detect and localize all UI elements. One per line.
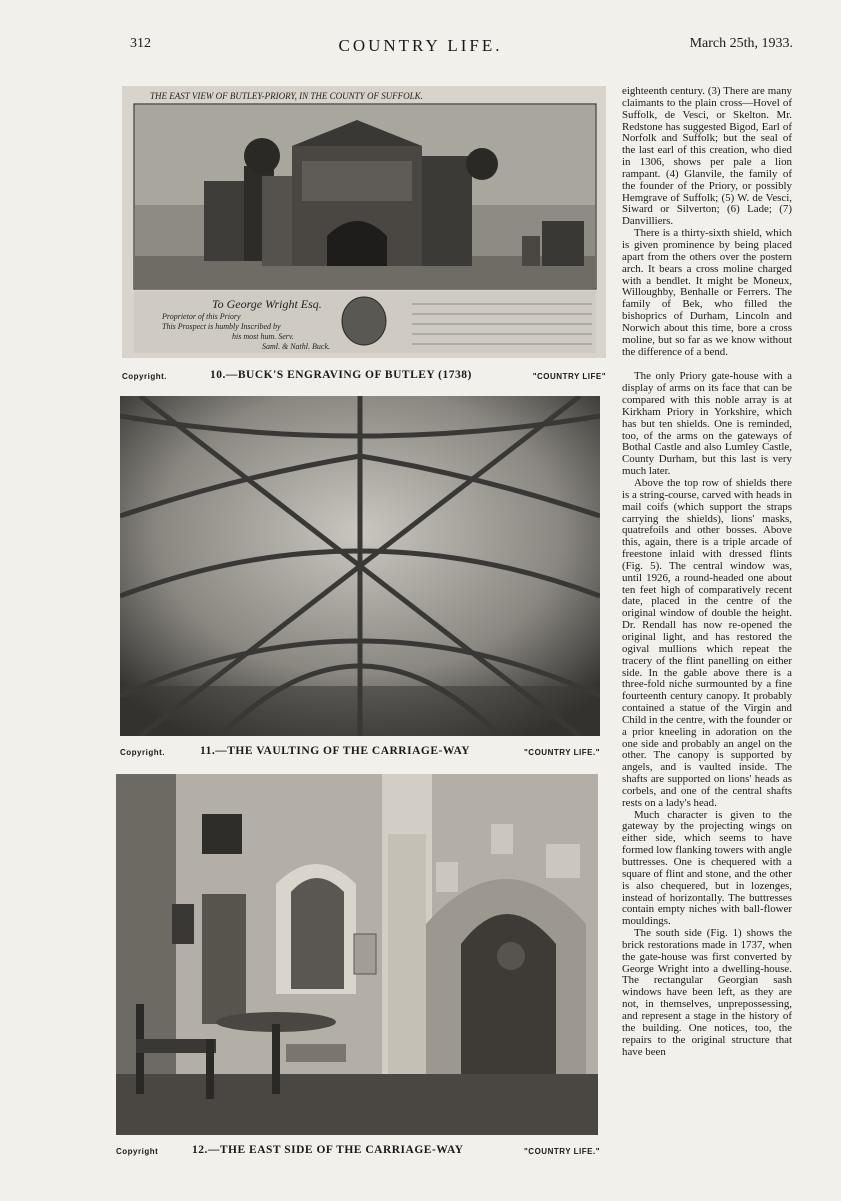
magazine-title: COUNTRY LIFE. — [338, 36, 503, 55]
source-credit: "COUNTRY LIFE." — [524, 1147, 600, 1156]
caption-text: 11.—THE VAULTING OF THE CARRIAGE-WAY — [200, 745, 471, 757]
article-paragraph: eighteenth century. (3) There are many claimants to the plain cross—Hovel of Suffolk, de Vesci, or Skelton. Mr. Redstone has suggested Bigod, Earl of Norfolk and Suffolk; but the seal of the last earl of this creation, who died in 1306, shows per pale a lion rampant. (4) Glanvile, the family of the founder of the Priory, or possibly Hemgrave of Suffolk; (5) W. de Vesci, Siward or Silverton; (6) Lade; (7) Danvilliers. — [622, 85, 792, 228]
copyright-credit: Copyright. — [122, 372, 167, 381]
copyright-credit: Copyright — [116, 1147, 159, 1156]
engraving-image — [122, 86, 606, 358]
caption-text: 10.—BUCK'S ENGRAVING OF BUTLEY (1738) — [210, 369, 472, 381]
source-credit: "COUNTRY LIFE" — [532, 372, 606, 381]
article-paragraph: The south side (Fig. 1) shows the brick restorations made in 1737, when the gate-house was first converted by George Wright into a dwelling-house. The rectangular Georgian sash windows have been left, as they are not, in themselves, unprepossessing, and represent a stage in the history of the building. One notices, too, the repairs to the original structure that have been — [622, 927, 792, 1058]
dedication-line: Saml. & Nathl. Buck. — [262, 342, 330, 351]
dedication-line: To George Wright Esq. — [212, 297, 322, 311]
article-paragraph: The only Priory gate-house with a display of arms on its face that can be compared with this noble array is at Kirkham Priory in Yorkshire, which has but ten shields. One is reminded, too, of the arms on the gateways of Bothal Castle and also Lumley Castle, County Durham, but this last is very much later. — [622, 370, 792, 478]
caption-text: 12.—THE EAST SIDE OF THE CARRIAGE-WAY — [192, 1144, 464, 1156]
engraving-title: THE EAST VIEW OF BUTLEY-PRIORY, IN THE COUNTY OF SUFFOLK. — [150, 91, 423, 101]
vaulting-photo — [120, 396, 600, 736]
copyright-credit: Copyright. — [120, 748, 165, 757]
figure-caption — [122, 369, 606, 383]
dedication-line: Proprietor of this Priory — [162, 312, 241, 321]
page-number: 312 — [130, 36, 151, 51]
dedication-line: This Prospect is humbly Inscribed by — [162, 322, 281, 331]
dedication-line: his most hum. Serv. — [232, 332, 294, 341]
article-paragraph: Much character is given to the gateway by the projecting wings on either side, which seems to have formed low flanking towers with angle buttresses. One is chequered with a square of flint and stone, and the other is also chequered, but in lozenges, instead of horizontally. The buttresses contain empty niches with ball-flower mouldings. — [622, 808, 792, 928]
article-text-column — [622, 86, 792, 1058]
figure-caption — [120, 745, 600, 759]
east-side-photo — [116, 774, 598, 1135]
source-credit: "COUNTRY LIFE." — [524, 748, 600, 757]
article-paragraph: There is a thirty-sixth shield, which is given prominence by being placed apart from the others over the postern arch. It bears a cross moline charged with a bendlet. It might be Moneux, Willoughby, Benhalle or Ferrers. The family of Bek, who filled the bishoprics of Durham, Lincoln and Norwich about this time, bore a cross moline, but so far as we know without the difference of a bend. — [622, 227, 792, 358]
figure-caption — [116, 1144, 600, 1158]
issue-date: March 25th, 1933. — [689, 36, 793, 51]
article-paragraph: Above the top row of shields there is a string-course, carved with heads in mail coifs (which support the straps carrying the shields), lions' masks, quatrefoils and other bosses. Above this, again, there is a triple arcade of freestone inlaid with dressed flints (Fig. 5). The central window was, until 1926, a round-headed one about ten feet high of comparatively recent date, placed in the centre of the original window of double the height. Dr. Rendall has now re-opened the original light, and has restored the ogival mullions which repeat the tracery of the flint panelling on either side. In the gable above there is a three-fold niche surmounted by a fine fourteenth century canopy. It probably contained a statue of the Virgin and Child in the centre, with the founder or a prior kneeling in adoration on the one side and probably an angel on the other. The canopy is supported by angels, and is vaulted inside. The shafts are supported on lions' heads as corbels, and one of the central shafts rests on a lady's head. — [622, 477, 792, 809]
